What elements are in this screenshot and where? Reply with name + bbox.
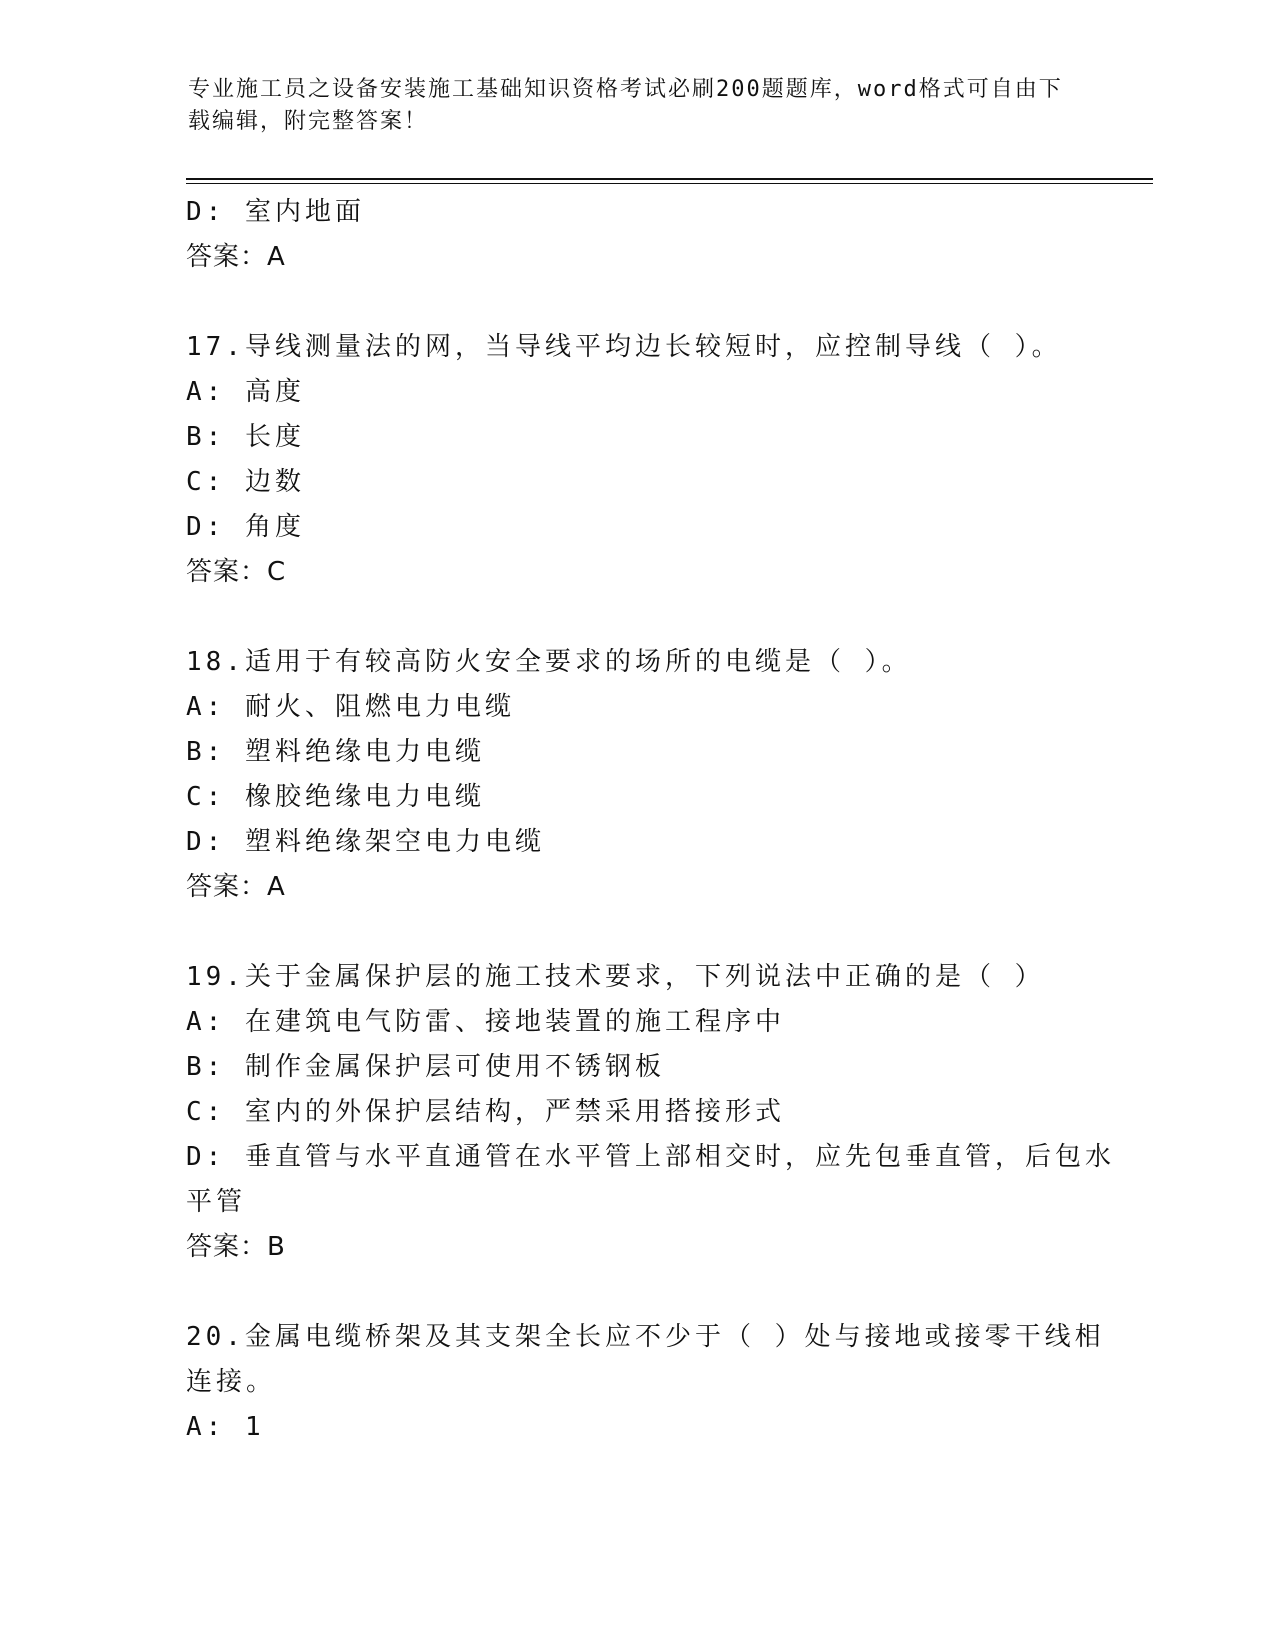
option-b: B: 长度 [186,422,305,452]
option-a: A: 高度 [186,377,305,407]
question-19 [186,955,1115,1270]
question-stem: 19.关于金属保护层的施工技术要求，下列说法中正确的是（ ） [186,962,1045,992]
document-header: 专业施工员之设备安装施工基础知识资格考试必刷200题题库，word格式可自由下载编辑，附完整答案！ [188,77,1063,134]
answer: 答案：C [186,557,287,587]
question-stem: 17.导线测量法的网，当导线平均边长较短时，应控制导线（ ）。 [186,332,1062,362]
option-d: D: 塑料绝缘架空电力电缆 [186,827,545,857]
option-c: C: 橡胶绝缘电力电缆 [186,782,485,812]
answer: 答案：B [186,1232,286,1262]
option-d: D: 角度 [186,512,305,542]
option-a: A: 1 [186,1412,265,1442]
option-c: C: 边数 [186,467,305,497]
question-stem-line-2: 连接。 [186,1367,277,1397]
option-b: B: 塑料绝缘电力电缆 [186,737,485,767]
option-a: A: 在建筑电气防雷、接地装置的施工程序中 [186,1007,785,1037]
question-content [186,190,1115,1450]
prev-answer: 答案：A [186,242,286,272]
answer: 答案：A [186,872,286,902]
spacer [186,280,1076,325]
option-c: C: 室内的外保护层结构，严禁采用搭接形式 [186,1097,785,1127]
question-17 [186,325,1076,595]
question-18 [186,640,1076,910]
question-stem: 18.适用于有较高防火安全要求的场所的电缆是（ ）。 [186,647,912,677]
header-rule-thin [186,183,1153,184]
option-d-line-2: 平管 [186,1187,247,1217]
question-stem-line-1: 20.金属电缆桥架及其支架全长应不少于（ ）处与接地或接零干线相 [186,1322,1105,1352]
option-d-line-1: D: 垂直管与水平直通管在水平管上部相交时，应先包垂直管，后包水 [186,1142,1115,1172]
option-a: A: 耐火、阻燃电力电缆 [186,692,515,722]
spacer [186,1270,1076,1315]
spacer [186,910,1076,955]
spacer [186,595,1076,640]
option-b: B: 制作金属保护层可使用不锈钢板 [186,1052,665,1082]
question-20 [186,1315,1105,1450]
prev-option-d: D: 室内地面 [186,197,365,227]
header-rule-thick [186,178,1153,180]
